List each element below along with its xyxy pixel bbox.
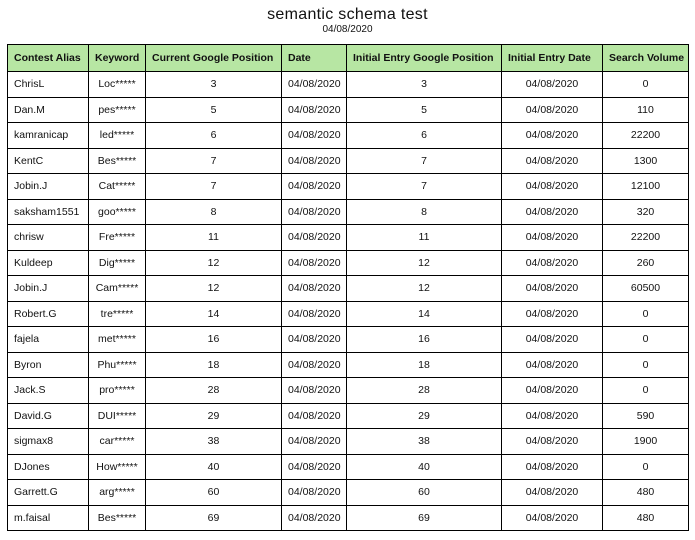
- table-row: [8, 429, 689, 455]
- cell-current-google-position: 5: [146, 97, 282, 123]
- cell-search-volume: 0: [603, 301, 689, 327]
- cell-initial-entry-date: 04/08/2020: [502, 225, 603, 251]
- cell-initial-entry-google-position: 69: [347, 505, 502, 531]
- cell-initial-entry-date: 04/08/2020: [502, 301, 603, 327]
- table-row: [8, 505, 689, 531]
- cell-keyword: How*****: [89, 454, 146, 480]
- cell-initial-entry-date: 04/08/2020: [502, 250, 603, 276]
- table-row: [8, 301, 689, 327]
- cell-initial-entry-google-position: 12: [347, 276, 502, 302]
- table-row: [8, 327, 689, 353]
- cell-current-google-position: 7: [146, 148, 282, 174]
- cell-contest-alias: m.faisal: [8, 505, 89, 531]
- table-header: [8, 45, 689, 72]
- cell-keyword: car*****: [89, 429, 146, 455]
- cell-date: 04/08/2020: [282, 429, 347, 455]
- cell-contest-alias: Jobin.J: [8, 174, 89, 200]
- cell-contest-alias: Garrett.G: [8, 480, 89, 506]
- cell-contest-alias: Kuldeep: [8, 250, 89, 276]
- cell-initial-entry-date: 04/08/2020: [502, 72, 603, 98]
- page-title: semantic schema test: [267, 6, 428, 23]
- cell-date: 04/08/2020: [282, 480, 347, 506]
- cell-keyword: pro*****: [89, 378, 146, 404]
- cell-keyword: Cam*****: [89, 276, 146, 302]
- table-row: [8, 454, 689, 480]
- cell-date: 04/08/2020: [282, 250, 347, 276]
- cell-date: 04/08/2020: [282, 276, 347, 302]
- table-row: [8, 480, 689, 506]
- cell-date: 04/08/2020: [282, 403, 347, 429]
- cell-search-volume: 0: [603, 72, 689, 98]
- cell-current-google-position: 6: [146, 123, 282, 149]
- cell-date: 04/08/2020: [282, 174, 347, 200]
- cell-date: 04/08/2020: [282, 505, 347, 531]
- col-header-contest-alias: Contest Alias: [8, 45, 89, 72]
- cell-keyword: Dig*****: [89, 250, 146, 276]
- cell-current-google-position: 18: [146, 352, 282, 378]
- cell-current-google-position: 8: [146, 199, 282, 225]
- cell-contest-alias: DJones: [8, 454, 89, 480]
- cell-initial-entry-date: 04/08/2020: [502, 276, 603, 302]
- cell-search-volume: 12100: [603, 174, 689, 200]
- cell-keyword: DUI*****: [89, 403, 146, 429]
- table-body: [8, 72, 689, 531]
- table-row: [8, 250, 689, 276]
- table-row: [8, 148, 689, 174]
- cell-current-google-position: 38: [146, 429, 282, 455]
- cell-date: 04/08/2020: [282, 72, 347, 98]
- cell-initial-entry-google-position: 6: [347, 123, 502, 149]
- cell-date: 04/08/2020: [282, 225, 347, 251]
- cell-current-google-position: 7: [146, 174, 282, 200]
- cell-initial-entry-date: 04/08/2020: [502, 174, 603, 200]
- cell-search-volume: 0: [603, 378, 689, 404]
- cell-date: 04/08/2020: [282, 352, 347, 378]
- cell-initial-entry-google-position: 40: [347, 454, 502, 480]
- cell-contest-alias: Robert.G: [8, 301, 89, 327]
- col-header-current-google-position: Current Google Position: [146, 45, 282, 72]
- table-row: [8, 97, 689, 123]
- cell-contest-alias: ChrisL: [8, 72, 89, 98]
- cell-initial-entry-date: 04/08/2020: [502, 199, 603, 225]
- table-row: [8, 352, 689, 378]
- cell-initial-entry-google-position: 11: [347, 225, 502, 251]
- cell-initial-entry-date: 04/08/2020: [502, 403, 603, 429]
- cell-initial-entry-date: 04/08/2020: [502, 429, 603, 455]
- cell-initial-entry-google-position: 60: [347, 480, 502, 506]
- cell-search-volume: 480: [603, 505, 689, 531]
- cell-keyword: Bes*****: [89, 505, 146, 531]
- cell-date: 04/08/2020: [282, 378, 347, 404]
- cell-search-volume: 320: [603, 199, 689, 225]
- cell-initial-entry-google-position: 18: [347, 352, 502, 378]
- cell-contest-alias: fajela: [8, 327, 89, 353]
- cell-search-volume: 480: [603, 480, 689, 506]
- cell-initial-entry-date: 04/08/2020: [502, 123, 603, 149]
- cell-initial-entry-date: 04/08/2020: [502, 327, 603, 353]
- cell-contest-alias: Byron: [8, 352, 89, 378]
- cell-current-google-position: 40: [146, 454, 282, 480]
- header-row: [8, 45, 689, 72]
- cell-initial-entry-date: 04/08/2020: [502, 352, 603, 378]
- cell-initial-entry-google-position: 28: [347, 378, 502, 404]
- col-header-initial-entry-date: Initial Entry Date: [502, 45, 603, 72]
- cell-date: 04/08/2020: [282, 301, 347, 327]
- cell-initial-entry-date: 04/08/2020: [502, 148, 603, 174]
- ranking-table: [7, 44, 689, 531]
- cell-current-google-position: 28: [146, 378, 282, 404]
- cell-contest-alias: saksham1551: [8, 199, 89, 225]
- cell-date: 04/08/2020: [282, 199, 347, 225]
- cell-keyword: led*****: [89, 123, 146, 149]
- col-header-search-volume: Search Volume: [603, 45, 689, 72]
- cell-search-volume: 60500: [603, 276, 689, 302]
- table-row: [8, 378, 689, 404]
- cell-contest-alias: Jack.S: [8, 378, 89, 404]
- cell-current-google-position: 14: [146, 301, 282, 327]
- cell-contest-alias: David.G: [8, 403, 89, 429]
- cell-search-volume: 22200: [603, 123, 689, 149]
- cell-initial-entry-google-position: 7: [347, 148, 502, 174]
- cell-keyword: Phu*****: [89, 352, 146, 378]
- cell-keyword: tre*****: [89, 301, 146, 327]
- cell-keyword: Cat*****: [89, 174, 146, 200]
- cell-current-google-position: 12: [146, 276, 282, 302]
- cell-current-google-position: 12: [146, 250, 282, 276]
- cell-initial-entry-date: 04/08/2020: [502, 454, 603, 480]
- cell-search-volume: 0: [603, 352, 689, 378]
- cell-initial-entry-date: 04/08/2020: [502, 480, 603, 506]
- cell-initial-entry-google-position: 16: [347, 327, 502, 353]
- table-row: [8, 123, 689, 149]
- cell-date: 04/08/2020: [282, 97, 347, 123]
- cell-initial-entry-date: 04/08/2020: [502, 378, 603, 404]
- cell-current-google-position: 29: [146, 403, 282, 429]
- cell-current-google-position: 11: [146, 225, 282, 251]
- cell-initial-entry-google-position: 12: [347, 250, 502, 276]
- cell-initial-entry-google-position: 38: [347, 429, 502, 455]
- cell-date: 04/08/2020: [282, 454, 347, 480]
- cell-keyword: pes*****: [89, 97, 146, 123]
- cell-initial-entry-google-position: 8: [347, 199, 502, 225]
- cell-search-volume: 590: [603, 403, 689, 429]
- col-header-date: Date: [282, 45, 347, 72]
- cell-search-volume: 1900: [603, 429, 689, 455]
- cell-initial-entry-date: 04/08/2020: [502, 97, 603, 123]
- cell-initial-entry-google-position: 14: [347, 301, 502, 327]
- cell-date: 04/08/2020: [282, 327, 347, 353]
- cell-initial-entry-google-position: 5: [347, 97, 502, 123]
- cell-current-google-position: 69: [146, 505, 282, 531]
- cell-search-volume: 22200: [603, 225, 689, 251]
- cell-current-google-position: 60: [146, 480, 282, 506]
- cell-search-volume: 260: [603, 250, 689, 276]
- cell-current-google-position: 16: [146, 327, 282, 353]
- cell-initial-entry-date: 04/08/2020: [502, 505, 603, 531]
- cell-keyword: met*****: [89, 327, 146, 353]
- cell-contest-alias: sigmax8: [8, 429, 89, 455]
- cell-initial-entry-google-position: 7: [347, 174, 502, 200]
- cell-keyword: Bes*****: [89, 148, 146, 174]
- cell-search-volume: 1300: [603, 148, 689, 174]
- col-header-initial-entry-google-position: Initial Entry Google Position: [347, 45, 502, 72]
- cell-date: 04/08/2020: [282, 148, 347, 174]
- table-row: [8, 72, 689, 98]
- table-row: [8, 174, 689, 200]
- table-row: [8, 199, 689, 225]
- cell-contest-alias: kamranicap: [8, 123, 89, 149]
- cell-search-volume: 0: [603, 454, 689, 480]
- cell-keyword: goo*****: [89, 199, 146, 225]
- cell-contest-alias: Jobin.J: [8, 276, 89, 302]
- cell-date: 04/08/2020: [282, 123, 347, 149]
- cell-keyword: arg*****: [89, 480, 146, 506]
- col-header-keyword: Keyword: [89, 45, 146, 72]
- page-subtitle-date: 04/08/2020: [322, 24, 373, 35]
- table-row: [8, 403, 689, 429]
- cell-initial-entry-google-position: 3: [347, 72, 502, 98]
- cell-keyword: Fre*****: [89, 225, 146, 251]
- table-row: [8, 225, 689, 251]
- cell-search-volume: 0: [603, 327, 689, 353]
- cell-contest-alias: KentC: [8, 148, 89, 174]
- table-row: [8, 276, 689, 302]
- cell-current-google-position: 3: [146, 72, 282, 98]
- cell-initial-entry-google-position: 29: [347, 403, 502, 429]
- cell-search-volume: 110: [603, 97, 689, 123]
- cell-keyword: Loc*****: [89, 72, 146, 98]
- cell-contest-alias: Dan.M: [8, 97, 89, 123]
- cell-contest-alias: chrisw: [8, 225, 89, 251]
